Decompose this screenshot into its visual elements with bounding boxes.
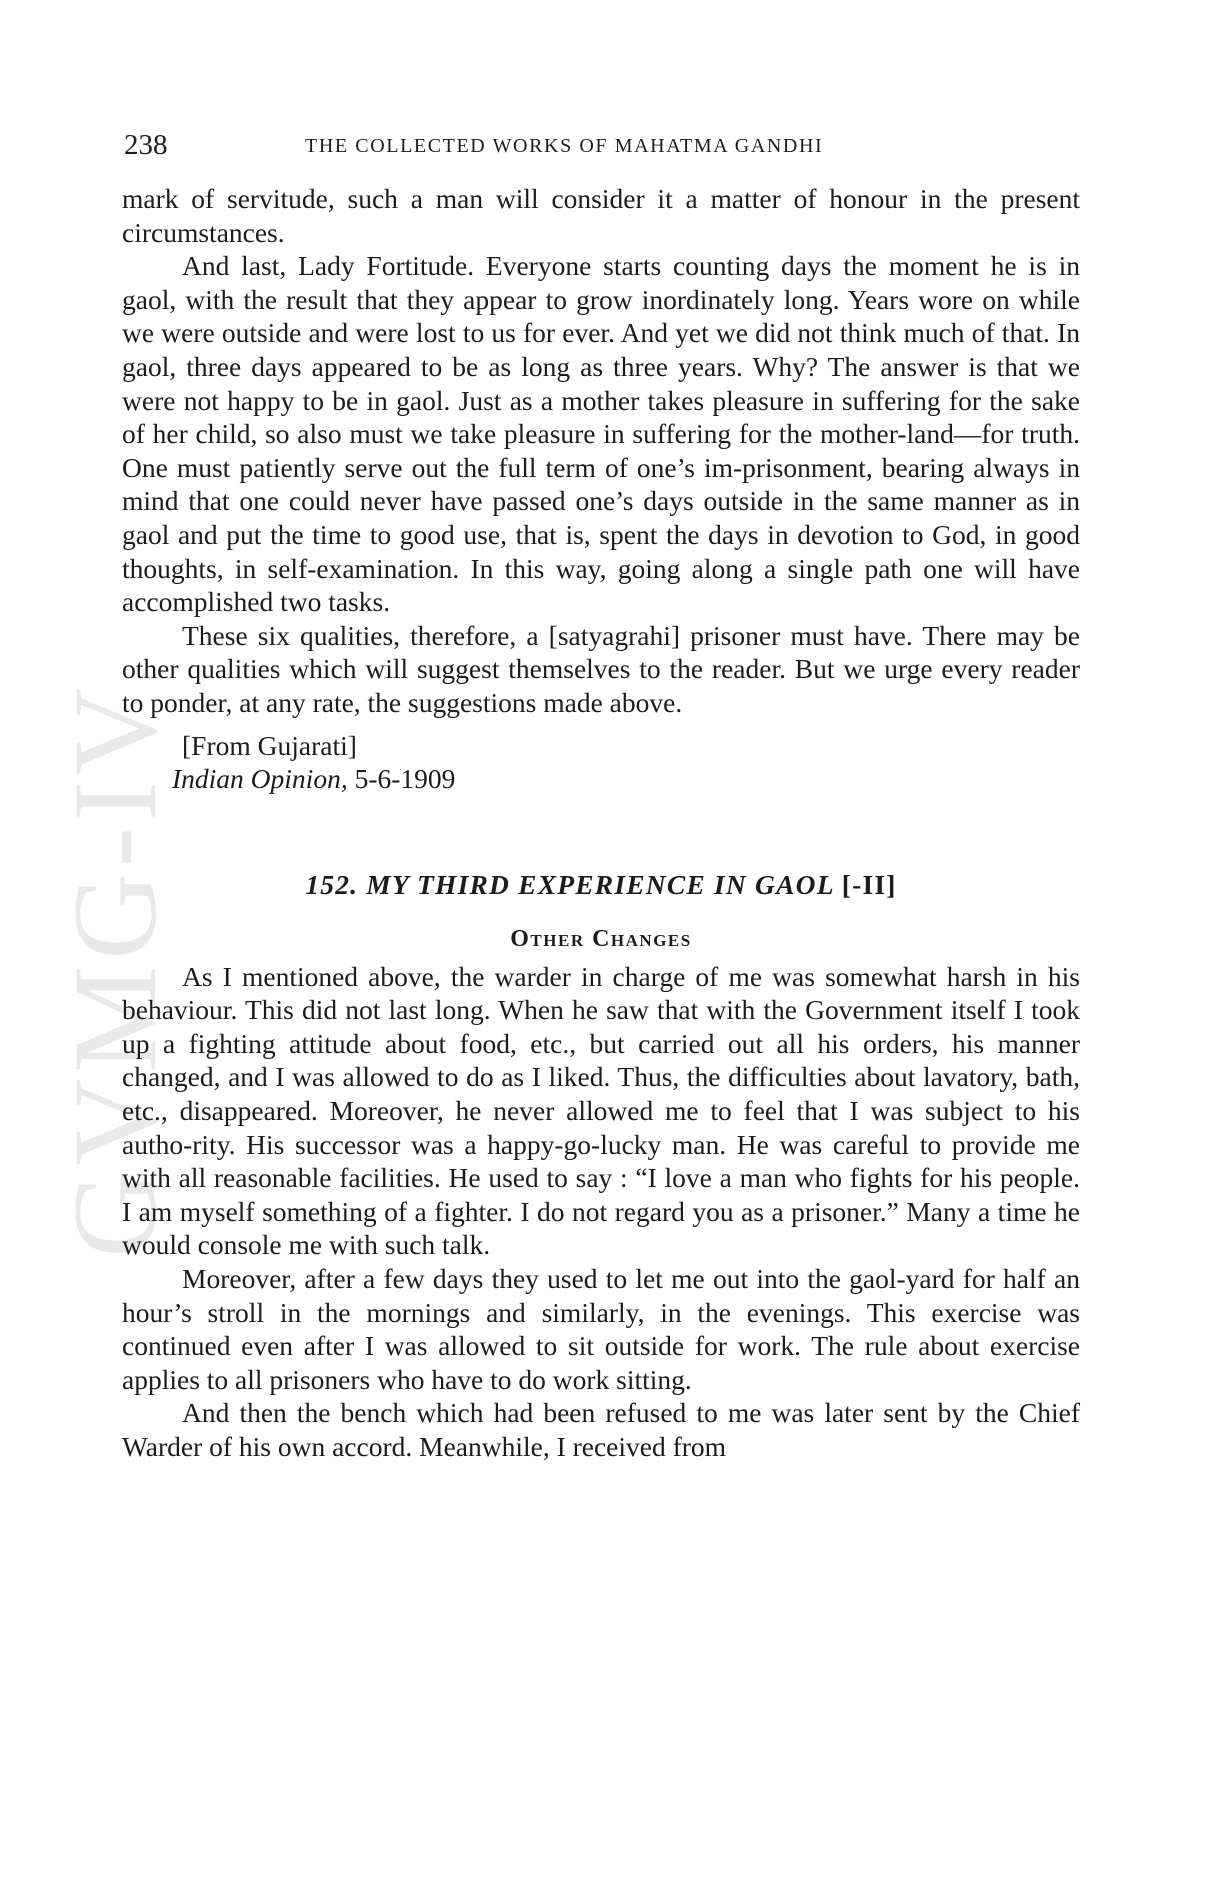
source-citation bbox=[122, 729, 1080, 796]
page-number: 238 bbox=[124, 129, 168, 161]
chapter-title-text: 152. MY THIRD EXPERIENCE IN GAOL bbox=[305, 868, 834, 900]
paragraph-continuation: mark of servitude, such a man will consider it a matter of honour in the present circumstances. bbox=[122, 183, 1080, 248]
body-text bbox=[122, 182, 1080, 1464]
watermark-text: GVMG-IV bbox=[48, 682, 181, 1258]
paragraph-bench: And then the bench which had been refused to me was later sent by the Chief Warder of his own accord. Meanwhile, I received from bbox=[122, 1397, 1080, 1462]
source-language: [From Gujarati] bbox=[182, 729, 357, 761]
paragraph-exercise: Moreover, after a few days they used to let me out into the gaol-yard for half an hour’s stroll in the mornings and similarly, in the evenings. This exercise was continued even after I was allowed to sit outside for work. The rule about exercise applies to all prisoners who have to do work sitting. bbox=[122, 1263, 1080, 1395]
source-publication-line bbox=[122, 762, 1080, 796]
chapter-title-suffix: [-II] bbox=[841, 868, 897, 900]
section-heading: Other Changes bbox=[510, 925, 692, 952]
paragraph-warder: As I mentioned above, the warder in charge of me was somewhat harsh in his behaviour. This did not last long. When he saw that with the Government itself I took up a fighting attitude about food, etc., but carried out all his orders, his manner changed, and I was allowed to do as I liked. Thus, the difficulties about lavatory, bath, etc., disappeared. Moreover, he never allowed me to feel that I was subject to his autho-rity. His successor was a happy-go-lucky man. He was careful to provide me with all reasonable facilities. He used to say : “I love a man who fights for his people. I am myself something of a fighter. I do not regard you as a prisoner.” Many a time he would console me with such talk. bbox=[122, 960, 1080, 1261]
chapter-title bbox=[122, 865, 1080, 905]
paragraph-fortitude: And last, Lady Fortitude. Everyone starts counting days the moment he is in gaol, with the result that they appear to grow inordinately long. Years wore on while we were outside and were lost to us for ever. And yet we did not think much of that. In gaol, three days appeared to be as long as three years. Why? The answer is that we were not happy to be in gaol. Just as a mother takes pleasure in suffering for the sake of her child, so also must we take pleasure in suffering for the mother-land—for truth. One must patiently serve out the full term of one’s im-prisonment, bearing always in mind that one could never have passed one’s days outside in the same manner as in gaol and put the time to good use, that is, spent the days in devotion to God, in good thoughts, in self-examination. In this way, going along a single path one will have accomplished two tasks. bbox=[122, 250, 1080, 618]
running-head bbox=[124, 128, 1080, 162]
source-publication: Indian Opinion, bbox=[172, 763, 348, 795]
header-title: THE COLLECTED WORKS OF MAHATMA GANDHI bbox=[305, 135, 824, 157]
source-date: 5-6-1909 bbox=[354, 763, 456, 795]
paragraph-six-qualities: These six qualities, therefore, a [satyagrahi] prisoner must have. There may be other qualities which will suggest themselves to the reader. But we urge every reader to ponder, at any rate, the suggestions made above. bbox=[122, 619, 1080, 718]
